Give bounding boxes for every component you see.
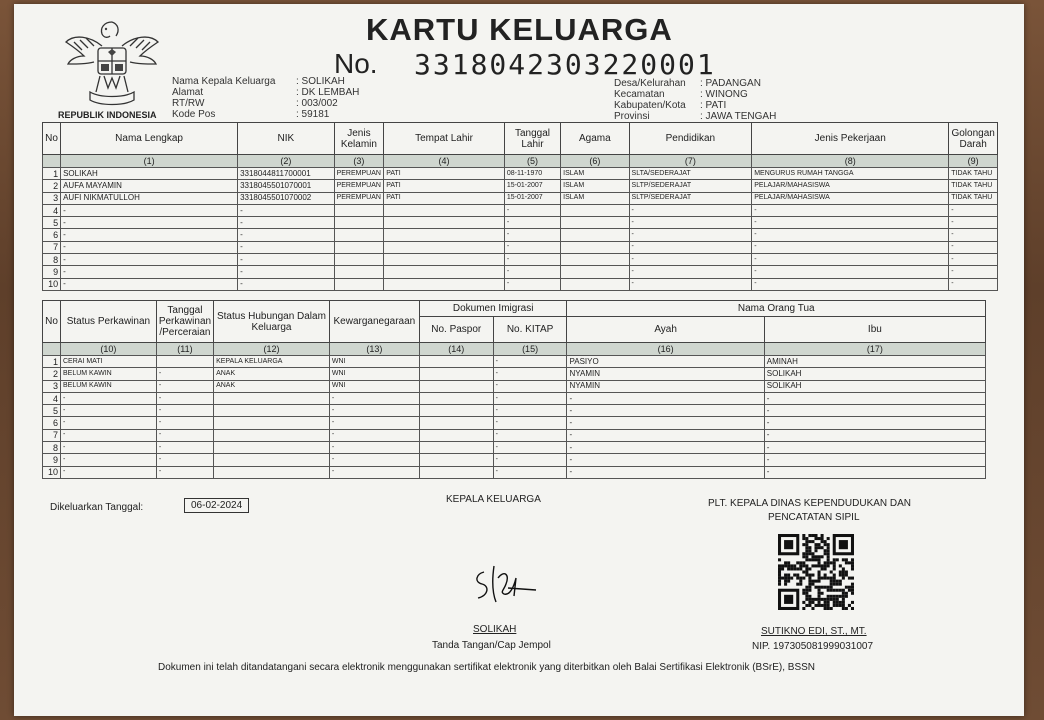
tanggal-perkawinan-cell: - <box>156 368 213 380</box>
tanggal-perkawinan-cell <box>156 356 213 368</box>
tempat-lahir-cell: PATI <box>384 168 505 180</box>
tempat-lahir-cell <box>384 278 505 290</box>
column-number: (14) <box>419 343 493 356</box>
nik-cell: - <box>238 217 335 229</box>
header-jenis-pekerjaan: Jenis Pekerjaan <box>752 123 949 155</box>
pendidikan-cell: - <box>629 241 752 253</box>
status-hubungan-cell: KEPALA KELUARGA <box>214 356 330 368</box>
kk-number-label: No. <box>334 48 378 79</box>
table-row <box>43 442 986 454</box>
no-paspor-cell <box>419 405 493 417</box>
tempat-lahir-cell <box>384 217 505 229</box>
agama-cell <box>561 254 629 266</box>
table-row <box>43 168 998 180</box>
tanggal-perkawinan-cell: - <box>156 392 213 404</box>
family-status-table <box>42 300 986 479</box>
table-row <box>43 229 998 241</box>
family-members-table <box>42 122 998 291</box>
column-number: (8) <box>752 155 949 168</box>
no-kitap-cell: - <box>493 356 567 368</box>
nama-lengkap-cell: - <box>61 229 238 241</box>
kepala-name: SOLIKAH <box>473 624 517 635</box>
golongan-darah-cell: - <box>949 278 998 290</box>
nik-cell: 3318045501070002 <box>238 192 335 204</box>
nik-cell: - <box>238 278 335 290</box>
status-perkawinan-cell: CERAI MATI <box>60 356 156 368</box>
golongan-darah-cell: - <box>949 217 998 229</box>
tanggal-perkawinan-cell: - <box>156 429 213 441</box>
status-hubungan-cell <box>214 429 330 441</box>
tanggal-lahir-cell: 08-11-1970 <box>504 168 560 180</box>
jenis-pekerjaan-cell: - <box>752 217 949 229</box>
issued-date-label: Dikeluarkan Tanggal: <box>50 502 144 513</box>
jenis-kelamin-cell <box>334 266 384 278</box>
table-row <box>43 254 998 266</box>
agama-cell <box>561 229 629 241</box>
pendidikan-cell: - <box>629 278 752 290</box>
kewarganegaraan-cell: - <box>329 405 419 417</box>
row-no-cell: 6 <box>43 229 61 241</box>
status-hubungan-cell: ANAK <box>214 368 330 380</box>
row-no-cell: 8 <box>43 442 61 454</box>
jenis-kelamin-cell: PEREMPUAN <box>334 192 384 204</box>
table-row <box>43 454 986 466</box>
column-number: (17) <box>764 343 985 356</box>
tanggal-perkawinan-cell: - <box>156 417 213 429</box>
jenis-kelamin-cell <box>334 229 384 241</box>
kewarganegaraan-cell: - <box>329 466 419 478</box>
garuda-emblem-icon <box>60 16 164 112</box>
jenis-kelamin-cell <box>334 254 384 266</box>
nama-ibu-cell: - <box>764 417 985 429</box>
golongan-darah-cell: TIDAK TAHU <box>949 168 998 180</box>
table-row <box>43 392 986 404</box>
jenis-pekerjaan-cell: - <box>752 266 949 278</box>
table-row <box>43 368 986 380</box>
kewarganegaraan-cell: - <box>329 417 419 429</box>
document-title: KARTU KELUARGA <box>366 12 673 47</box>
signature-image <box>470 560 540 606</box>
golongan-darah-cell: - <box>949 229 998 241</box>
header-nama-lengkap: Nama Lengkap <box>61 123 238 155</box>
pendidikan-cell: SLTP/SEDERAJAT <box>629 192 752 204</box>
header-tanggal-perkawinan: Tanggal Perkawinan /Perceraian <box>156 301 213 343</box>
jenis-kelamin-cell <box>334 278 384 290</box>
nama-ibu-cell: - <box>764 405 985 417</box>
header-no-2: No <box>43 301 61 343</box>
no-kitap-cell: - <box>493 405 567 417</box>
table-row <box>43 356 986 368</box>
jenis-pekerjaan-cell: MENGURUS RUMAH TANGGA <box>752 168 949 180</box>
nama-ayah-cell: NYAMIN <box>567 380 764 392</box>
table-row <box>43 266 998 278</box>
header-nama-orang-tua: Nama Orang Tua <box>567 301 986 317</box>
header-no: No <box>43 123 61 155</box>
status-perkawinan-cell: - <box>60 417 156 429</box>
tempat-lahir-cell <box>384 204 505 216</box>
column-number: (12) <box>214 343 330 356</box>
header-golongan-darah: Golongan Darah <box>949 123 998 155</box>
nama-ayah-cell: PASIYO <box>567 356 764 368</box>
status-perkawinan-cell: - <box>60 454 156 466</box>
pendidikan-cell: - <box>629 266 752 278</box>
header-ibu: Ibu <box>764 317 985 343</box>
nik-cell: - <box>238 204 335 216</box>
header-pendidikan: Pendidikan <box>629 123 752 155</box>
field-kabupaten: Kabupaten/Kota : PATI <box>614 100 727 111</box>
column-number: (1) <box>61 155 238 168</box>
nama-ibu-cell: - <box>764 454 985 466</box>
nama-lengkap-cell: - <box>61 254 238 266</box>
tanggal-lahir-cell: 15-01-2007 <box>504 180 560 192</box>
header-status-perkawinan: Status Perkawinan <box>60 301 156 343</box>
column-number: (4) <box>384 155 505 168</box>
tanggal-lahir-cell: - <box>504 204 560 216</box>
no-paspor-cell <box>419 356 493 368</box>
field-rt-rw: RT/RW : 003/002 <box>172 98 338 109</box>
status-perkawinan-cell: - <box>60 429 156 441</box>
no-kitap-cell: - <box>493 368 567 380</box>
row-no-cell: 3 <box>43 380 61 392</box>
header-status-hubungan: Status Hubungan Dalam Keluarga <box>214 301 330 343</box>
kk-number: 3318042303220001 <box>414 48 716 81</box>
no-paspor-cell <box>419 417 493 429</box>
header-ayah: Ayah <box>567 317 764 343</box>
no-kitap-cell: - <box>493 466 567 478</box>
column-number: (13) <box>329 343 419 356</box>
agama-cell: ISLAM <box>561 180 629 192</box>
golongan-darah-cell: - <box>949 266 998 278</box>
jenis-pekerjaan-cell: PELAJAR/MAHASISWA <box>752 180 949 192</box>
nama-lengkap-cell: - <box>61 241 238 253</box>
nik-cell: - <box>238 229 335 241</box>
header-jenis-kelamin: Jenis Kelamin <box>334 123 384 155</box>
nik-cell: 3318044811700001 <box>238 168 335 180</box>
column-number: (11) <box>156 343 213 356</box>
nama-ayah-cell: - <box>567 417 764 429</box>
column-number: (7) <box>629 155 752 168</box>
table-row <box>43 405 986 417</box>
row-no-cell: 6 <box>43 417 61 429</box>
header-agama: Agama <box>561 123 629 155</box>
nama-ibu-cell: - <box>764 442 985 454</box>
row-no-cell: 5 <box>43 405 61 417</box>
nama-lengkap-cell: - <box>61 278 238 290</box>
kewarganegaraan-cell: - <box>329 454 419 466</box>
tempat-lahir-cell <box>384 241 505 253</box>
jenis-kelamin-cell <box>334 204 384 216</box>
column-number-row <box>43 343 986 356</box>
header-dokumen-imigrasi: Dokumen Imigrasi <box>419 301 567 317</box>
nama-ibu-cell: AMINAH <box>764 356 985 368</box>
table-row <box>43 429 986 441</box>
tempat-lahir-cell <box>384 254 505 266</box>
column-number-blank <box>43 155 61 168</box>
nama-lengkap-cell: - <box>61 217 238 229</box>
nama-ibu-cell: SOLIKAH <box>764 380 985 392</box>
emblem-caption: REPUBLIK INDONESIA <box>58 110 157 120</box>
pendidikan-cell: - <box>629 229 752 241</box>
jenis-pekerjaan-cell: PELAJAR/MAHASISWA <box>752 192 949 204</box>
no-kitap-cell: - <box>493 380 567 392</box>
table-row <box>43 192 998 204</box>
pendidikan-cell: - <box>629 254 752 266</box>
tanggal-perkawinan-cell: - <box>156 454 213 466</box>
jenis-pekerjaan-cell: - <box>752 278 949 290</box>
nama-ayah-cell: - <box>567 405 764 417</box>
column-number: (6) <box>561 155 629 168</box>
tanggal-lahir-cell: - <box>504 266 560 278</box>
row-no-cell: 4 <box>43 392 61 404</box>
family-card-document <box>14 4 1024 716</box>
row-no-cell: 1 <box>43 168 61 180</box>
header-no-kitap: No. KITAP <box>493 317 567 343</box>
jenis-kelamin-cell: PEREMPUAN <box>334 168 384 180</box>
tanggal-perkawinan-cell: - <box>156 466 213 478</box>
agama-cell: ISLAM <box>561 168 629 180</box>
no-paspor-cell <box>419 466 493 478</box>
row-no-cell: 10 <box>43 466 61 478</box>
golongan-darah-cell: TIDAK TAHU <box>949 192 998 204</box>
nama-ibu-cell: - <box>764 392 985 404</box>
tempat-lahir-cell <box>384 266 505 278</box>
electronic-signature-disclaimer: Dokumen ini telah ditandatangani secara elektronik menggunakan sertifikat elektronik yang diterbitkan oleh Balai Sertifikasi Elektronik (BSrE), BSSN <box>158 662 816 673</box>
nama-ayah-cell: NYAMIN <box>567 368 764 380</box>
field-kode-pos: Kode Pos : 59181 <box>172 109 330 120</box>
header-tanggal-lahir: Tanggal Lahir <box>504 123 560 155</box>
kepala-sign-label: Tanda Tangan/Cap Jempol <box>432 640 551 651</box>
no-kitap-cell: - <box>493 454 567 466</box>
agama-cell <box>561 204 629 216</box>
field-desa: Desa/Kelurahan : PADANGAN <box>614 78 761 89</box>
kewarganegaraan-cell: - <box>329 392 419 404</box>
column-number: (2) <box>238 155 335 168</box>
field-alamat: Alamat : DK LEMBAH <box>172 87 360 98</box>
golongan-darah-cell: - <box>949 254 998 266</box>
jenis-pekerjaan-cell: - <box>752 229 949 241</box>
tempat-lahir-cell: PATI <box>384 180 505 192</box>
header-tempat-lahir: Tempat Lahir <box>384 123 505 155</box>
agama-cell <box>561 278 629 290</box>
tempat-lahir-cell <box>384 229 505 241</box>
column-number: (3) <box>334 155 384 168</box>
no-paspor-cell <box>419 429 493 441</box>
status-hubungan-cell <box>214 466 330 478</box>
column-number: (10) <box>60 343 156 356</box>
kepala-keluarga-label: KEPALA KELUARGA <box>446 494 541 505</box>
tanggal-lahir-cell: - <box>504 217 560 229</box>
pendidikan-cell: SLTP/SEDERAJAT <box>629 180 752 192</box>
header-nik: NIK <box>238 123 335 155</box>
nama-lengkap-cell: SOLIKAH <box>61 168 238 180</box>
official-name: SUTIKNO EDI, ST., MT. <box>761 626 867 637</box>
header-left-fields <box>172 76 359 120</box>
row-no-cell: 3 <box>43 192 61 204</box>
nik-cell: - <box>238 266 335 278</box>
table-row <box>43 241 998 253</box>
jenis-pekerjaan-cell: - <box>752 241 949 253</box>
column-number: (15) <box>493 343 567 356</box>
row-no-cell: 1 <box>43 356 61 368</box>
no-kitap-cell: - <box>493 429 567 441</box>
status-perkawinan-cell: BELUM KAWIN <box>60 368 156 380</box>
kewarganegaraan-cell: WNI <box>329 380 419 392</box>
pendidikan-cell: SLTA/SEDERAJAT <box>629 168 752 180</box>
nama-ibu-cell: SOLIKAH <box>764 368 985 380</box>
row-no-cell: 10 <box>43 278 61 290</box>
kewarganegaraan-cell: WNI <box>329 356 419 368</box>
field-nama-kepala: Nama Kepala Keluarga : SOLIKAH <box>172 76 345 87</box>
tanggal-lahir-cell: - <box>504 254 560 266</box>
kewarganegaraan-cell: - <box>329 442 419 454</box>
pendidikan-cell: - <box>629 204 752 216</box>
official-title-line-2: PENCATATAN SIPIL <box>768 512 860 523</box>
nama-ayah-cell: - <box>567 392 764 404</box>
no-paspor-cell <box>419 442 493 454</box>
row-no-cell: 9 <box>43 454 61 466</box>
row-no-cell: 9 <box>43 266 61 278</box>
column-number-row <box>43 155 998 168</box>
tanggal-lahir-cell: - <box>504 278 560 290</box>
kewarganegaraan-cell: WNI <box>329 368 419 380</box>
table-row <box>43 278 998 290</box>
status-perkawinan-cell: BELUM KAWIN <box>60 380 156 392</box>
pendidikan-cell: - <box>629 217 752 229</box>
jenis-kelamin-cell <box>334 217 384 229</box>
table-row <box>43 380 986 392</box>
nama-ibu-cell: - <box>764 429 985 441</box>
nama-ayah-cell: - <box>567 454 764 466</box>
status-hubungan-cell <box>214 405 330 417</box>
row-no-cell: 2 <box>43 180 61 192</box>
status-hubungan-cell <box>214 392 330 404</box>
row-no-cell: 7 <box>43 429 61 441</box>
row-no-cell: 7 <box>43 241 61 253</box>
column-number: (5) <box>504 155 560 168</box>
no-paspor-cell <box>419 380 493 392</box>
table-row <box>43 217 998 229</box>
tempat-lahir-cell: PATI <box>384 192 505 204</box>
qr-code-icon <box>778 534 854 610</box>
tanggal-perkawinan-cell: - <box>156 405 213 417</box>
row-no-cell: 5 <box>43 217 61 229</box>
nama-lengkap-cell: - <box>61 204 238 216</box>
status-hubungan-cell <box>214 442 330 454</box>
no-kitap-cell: - <box>493 417 567 429</box>
jenis-pekerjaan-cell: - <box>752 204 949 216</box>
jenis-kelamin-cell: PEREMPUAN <box>334 180 384 192</box>
table-row <box>43 180 998 192</box>
nik-cell: 3318045501070001 <box>238 180 335 192</box>
nik-cell: - <box>238 254 335 266</box>
row-no-cell: 8 <box>43 254 61 266</box>
nama-lengkap-cell: - <box>61 266 238 278</box>
nama-ayah-cell: - <box>567 442 764 454</box>
agama-cell <box>561 266 629 278</box>
issued-date-value: 06-02-2024 <box>184 498 249 513</box>
agama-cell: ISLAM <box>561 192 629 204</box>
kewarganegaraan-cell: - <box>329 429 419 441</box>
header-kewarganegaraan: Kewarganegaraan <box>329 301 419 343</box>
tanggal-lahir-cell: - <box>504 241 560 253</box>
status-perkawinan-cell: - <box>60 405 156 417</box>
status-perkawinan-cell: - <box>60 466 156 478</box>
agama-cell <box>561 241 629 253</box>
no-kitap-cell: - <box>493 392 567 404</box>
official-nip: NIP. 197305081999031007 <box>752 641 874 652</box>
status-perkawinan-cell: - <box>60 392 156 404</box>
header-no-paspor: No. Paspor <box>419 317 493 343</box>
tanggal-lahir-cell: - <box>504 229 560 241</box>
column-number-blank <box>43 343 61 356</box>
nama-ayah-cell: - <box>567 466 764 478</box>
column-number: (9) <box>949 155 998 168</box>
tanggal-perkawinan-cell: - <box>156 380 213 392</box>
column-number: (16) <box>567 343 764 356</box>
official-title-line-1: PLT. KEPALA DINAS KEPENDUDUKAN DAN <box>708 498 912 509</box>
nama-lengkap-cell: AUFA MAYAMIN <box>61 180 238 192</box>
nama-lengkap-cell: AUFI NIKMATULLOH <box>61 192 238 204</box>
table-row <box>43 204 998 216</box>
row-no-cell: 2 <box>43 368 61 380</box>
row-no-cell: 4 <box>43 204 61 216</box>
table-row <box>43 466 986 478</box>
status-hubungan-cell <box>214 454 330 466</box>
field-kecamatan: Kecamatan : WINONG <box>614 89 748 100</box>
status-perkawinan-cell: - <box>60 442 156 454</box>
jenis-kelamin-cell <box>334 241 384 253</box>
agama-cell <box>561 217 629 229</box>
header-right-fields <box>614 78 776 122</box>
status-hubungan-cell <box>214 417 330 429</box>
golongan-darah-cell: - <box>949 241 998 253</box>
jenis-pekerjaan-cell: - <box>752 254 949 266</box>
golongan-darah-cell: TIDAK TAHU <box>949 180 998 192</box>
nama-ibu-cell: - <box>764 466 985 478</box>
no-kitap-cell: - <box>493 442 567 454</box>
no-paspor-cell <box>419 392 493 404</box>
field-provinsi: Provinsi : JAWA TENGAH <box>614 111 777 122</box>
no-paspor-cell <box>419 368 493 380</box>
nama-ayah-cell: - <box>567 429 764 441</box>
table-row <box>43 417 986 429</box>
nik-cell: - <box>238 241 335 253</box>
no-paspor-cell <box>419 454 493 466</box>
tanggal-perkawinan-cell: - <box>156 442 213 454</box>
golongan-darah-cell: - <box>949 204 998 216</box>
status-hubungan-cell: ANAK <box>214 380 330 392</box>
tanggal-lahir-cell: 15-01-2007 <box>504 192 560 204</box>
